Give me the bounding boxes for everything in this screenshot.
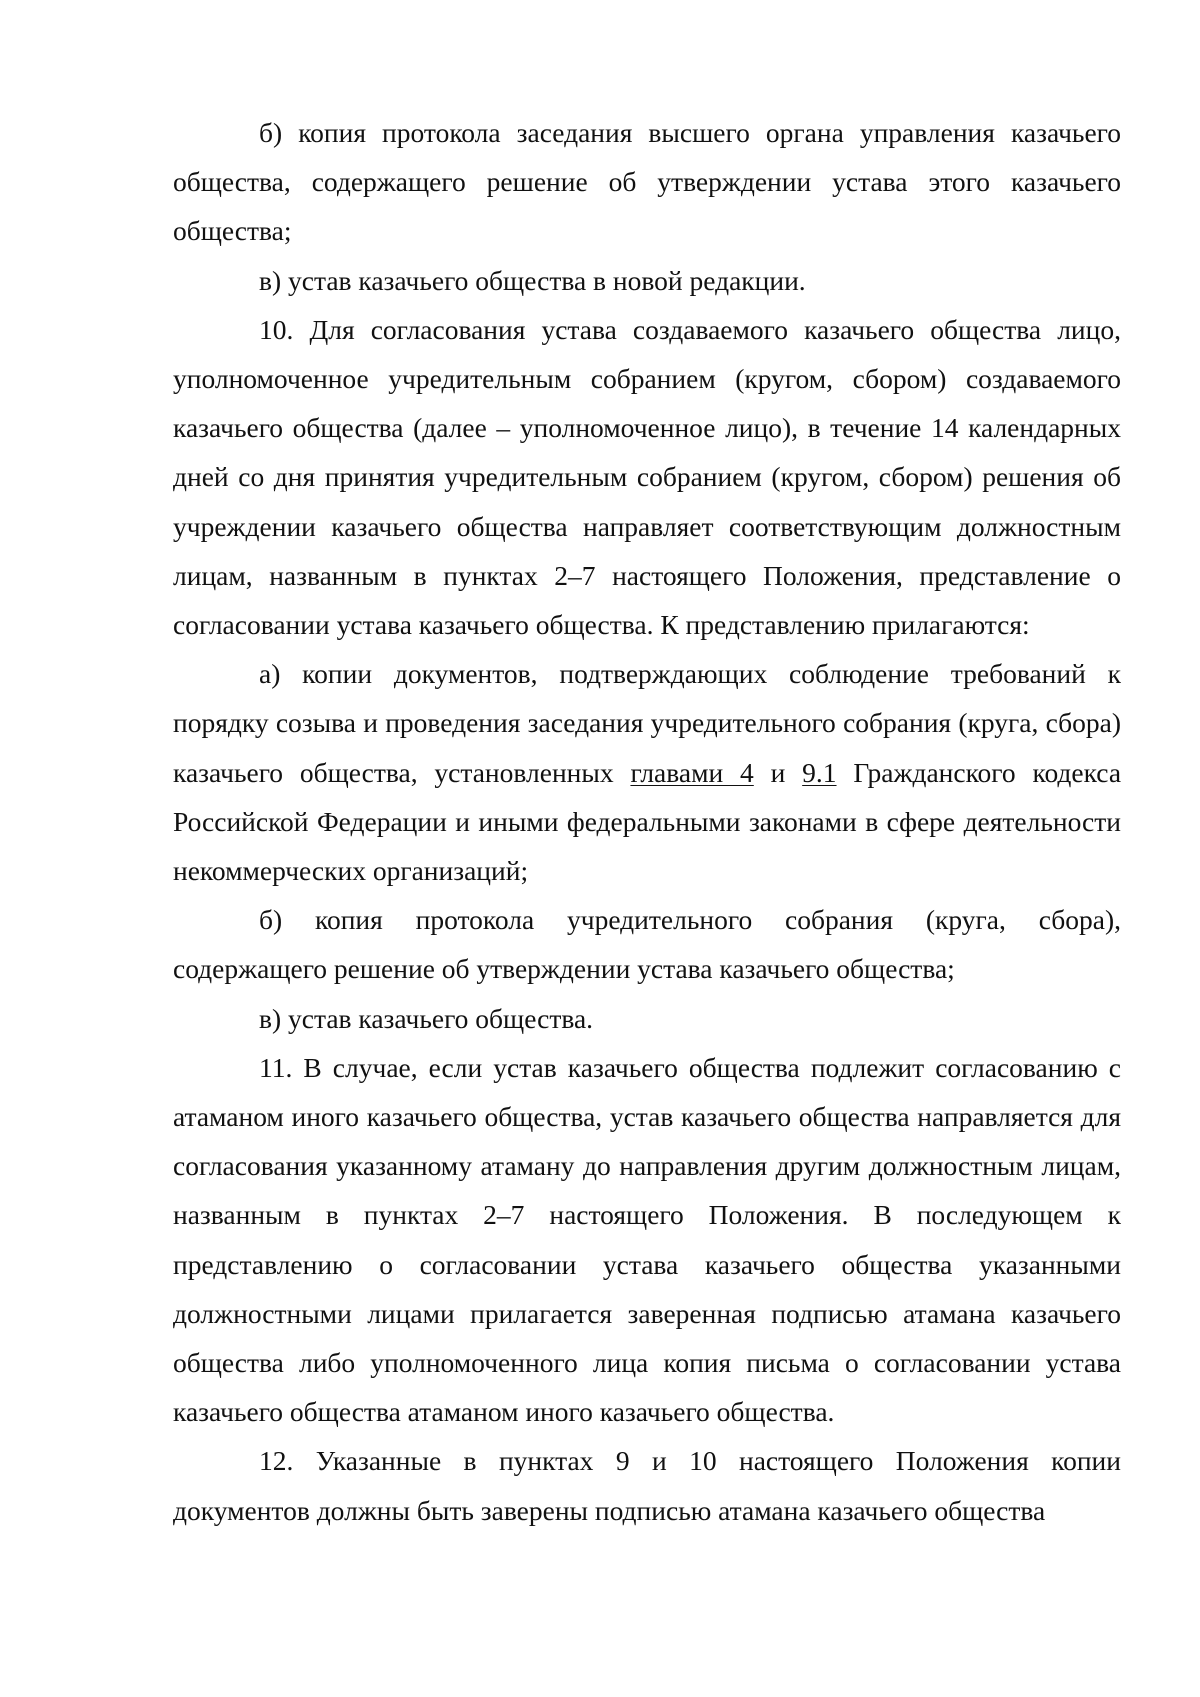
link-chapter-4[interactable]: главами 4 xyxy=(630,756,754,788)
paragraph-10v: в) устав казачьего общества. xyxy=(259,1002,594,1034)
paragraph-10a-text-end: Гражданского кодекса Российской Федерации и иными федеральными законами в сфере деятельности некоммерческих организаций; xyxy=(173,756,1122,887)
paragraph-10a-conjunction: и xyxy=(753,756,803,788)
link-chapter-9-1[interactable]: 9.1 xyxy=(802,756,837,788)
paragraph-9v: в) устав казачьего общества в новой редакции. xyxy=(259,264,806,296)
paragraph-9b: б) копия протокола заседания высшего органа управления казачьего общества, содержащего решение об утверждении устава этого казачьего общества; xyxy=(173,117,1121,247)
paragraph-12: 12. Указанные в пунктах 9 и 10 настоящего Положения копии документов должны быть заверены подписью атамана казачьего общества xyxy=(173,1445,1121,1526)
paragraph-10b: б) копия протокола учредительного собрания (круга, сбора), содержащего решение об утверждении устава казачьего общества; xyxy=(173,904,1121,985)
paragraph-10a xyxy=(173,649,1121,895)
paragraph-10a-text-start: а) копии документов, подтверждающих соблюдение требований к порядку созыва и проведения заседания учредительного собрания (круга, сбора) казачьего общества, установленных xyxy=(173,658,1121,788)
document-body xyxy=(173,108,1121,1535)
paragraph-10: 10. Для согласования устава создаваемого казачьего общества лицо, уполномоченное учредительным собранием (кругом, сбором) создаваемого казачьего общества (далее – уполномоченное лицо), в течение 14 календарных дней со дня принятия учредительным собранием (кругом, сбором) решения об учреждении казачьего общества направляет соответствующим должностным лицам, названным в пунктах 2–7 настоящего Положения, представление о согласовании устава казачьего общества. К представлению прилагаются: xyxy=(173,313,1121,641)
paragraph-11: 11. В случае, если устав казачьего общества подлежит согласованию с атаманом иного казачьего общества, устав казачьего общества направляется для согласования указанному атаману до направления другим должностным лицам, названным в пунктах 2–7 настоящего Положения. В последующем к представлению о согласовании устава казачьего общества указанными должностными лицами прилагается заверенная подписью атамана казачьего общества либо уполномоченного лица копия письма о согласовании устава казачьего общества атаманом иного казачьего общества. xyxy=(173,1051,1121,1428)
